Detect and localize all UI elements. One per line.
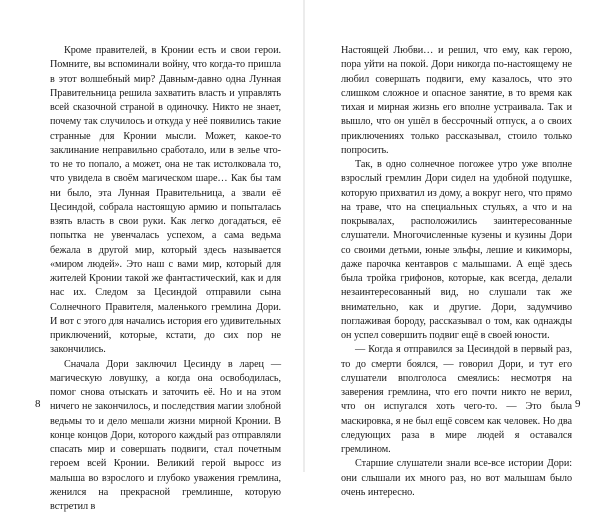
left-paragraph-2: Сначала Дори заключил Цесинду в ларец — магическую ловушку, а когда она освободилась, помог снова отыскать и заточить её. Но и на этом ничего не закончилось, и последствия магии злобной ведьмы то и дело мешали жизни мирной Кронии. В конце концов Дори, которого каждый раз отправляли спасать мир и совершать подвиги, стал почетным героем всей Кронии. Великий герой выросс из малыша во взрослого и глубоко уважения гремлина, женился на прекрасной гремлинше, которую встретил в [50,358,281,514]
left-page-number: 8 [35,398,41,410]
right-page [341,44,572,500]
left-page [50,44,281,514]
right-paragraph-3: — Когда я отправился за Цесиндой в первый раз, то до смерти боялся, — говорил Дори, и тут его слушатели вполголоса смеялись: несмотря на заверения гремлина, что его почти никто не верил, что он испугался хоть чего-то. — Это была маскировка, я не был ещё совсем как человек. Но два следующих раза в мире людей я оставался гремлином. [341,343,572,457]
right-paragraph-4: Старшие слушатели знали все-все истории Дори: они слышали их много раз, но вот малышам было очень интересно. [341,457,572,500]
left-paragraph-1: Кроме правителей, в Кронии есть и свои герои. Помните, вы вспоминали войну, что когда-то пришла в этот волшебный мир? Давным-давно одна Лунная Правительница решила захватить власть и управлять всей сказочной страной в одиночку. Никто не знает, почему так случилось и откуда у неё появились такие странные для Кронии мысли. Может, какое-то заклинание неправильно сработало, или в зелье что-то не то попало, а может, она не так истолковала то, что увидела в своём магическом шаре… Как бы там ни было, эта Лунная Правительница, а звали её Цесиндой, собрала настоящую армию и попыталась взять власть в свои руки. Как легко догадаться, её попытка не увенчалась успехом, а сама ведьма бежала в другой мир, который здесь называется «миром людей». Это наш с вами мир, который для жителей Кронии такой же фантастический, как и для нас их. Следом за Цесиндой отправили сына Солнечного Правителя, маленького гремлина Дори. И вот с этого для начались история его удивительных приключений, которые, кстати, до сих пор не закончились. [50,44,281,358]
right-paragraph-1: Настоящей Любви… и решил, что ему, как герою, пора уйти на покой. Дори никогда по-настоящему не любил совершать подвиги, ему казалось, что это слишком сложное и опасное занятие, в то время как тихая и мирная жизнь его вполне устраивала. Так и вышло, что он ушёл в бессрочный отпуск, а о своих приключениях только рассказывал, стоило только попросить. [341,44,572,158]
book-gutter [303,0,305,472]
right-paragraph-2: Так, в одно солнечное погожее утро уже вполне взрослый гремлин Дори сидел на удобной подушке, которую прихватил из дому, а вокруг него, что прямо на траве, что на специальных стульях, а что и на покрывалах, расположились заинтересованные слушатели. Многочисленные кузены и кузины Дори со своими детьми, юные эльфы, лешие и кикиморы, даже парочка кентавров с малышами. А ещё здесь была тройка грифонов, которые, как всегда, делали незаинтересованный вид, но слушали так же внимательно, как и другие. Дори, задумчиво поглаживая бороду, рассказывал о том, как однажды он успел совершить подвиг ещё в своей юности. [341,158,572,343]
right-page-number: 9 [575,398,581,410]
